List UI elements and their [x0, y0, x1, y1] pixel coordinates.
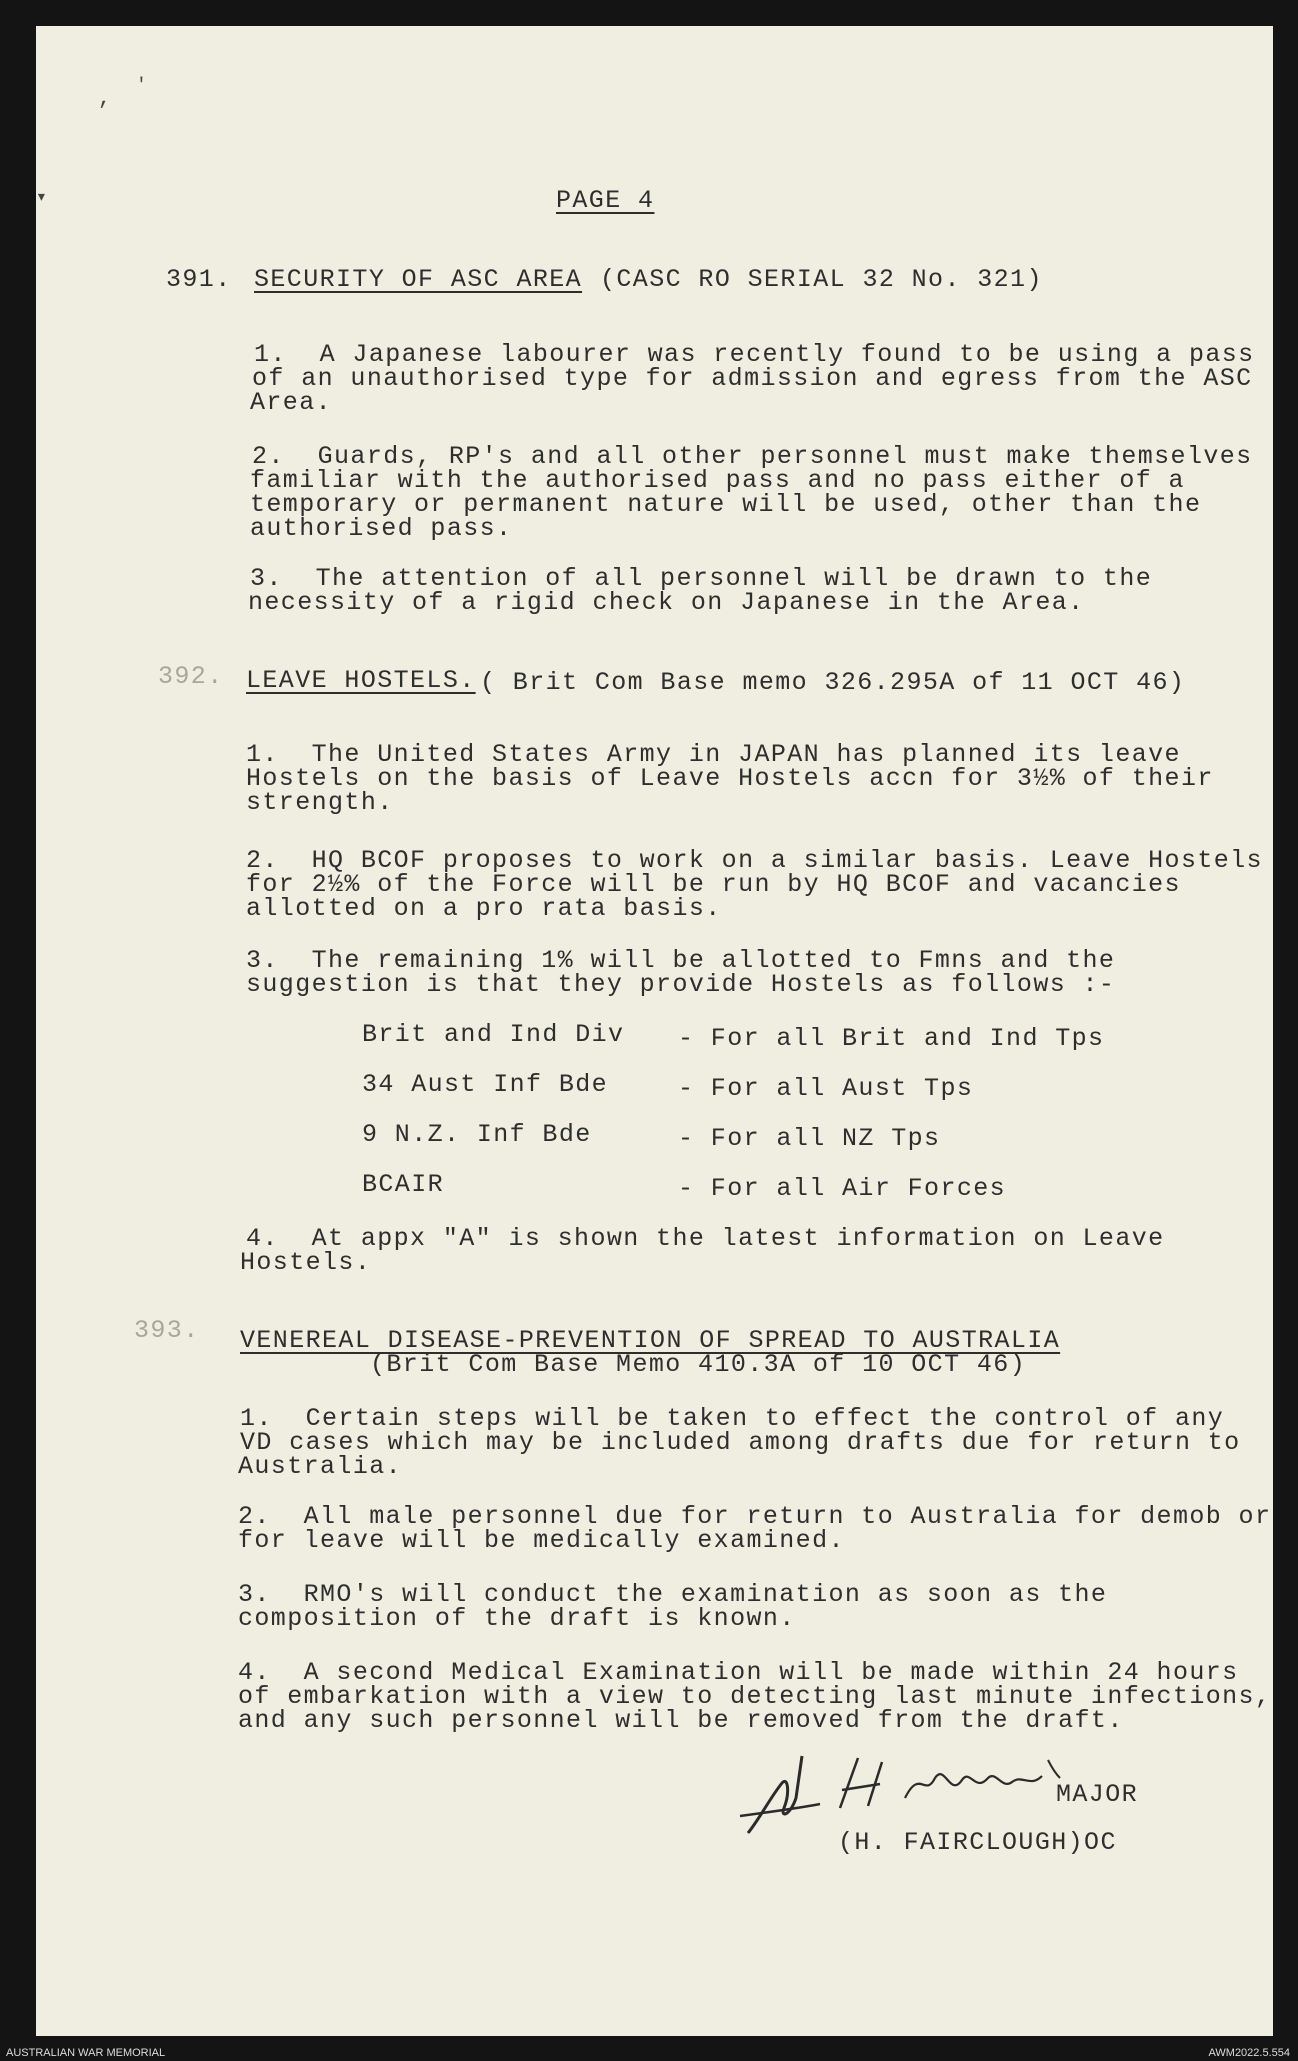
footer-accession-id: AWM2022.5.554: [1208, 2047, 1290, 2059]
scratch-mark: ': [136, 76, 147, 96]
page-number: PAGE 4: [556, 186, 655, 215]
section-391-reference: (CASC RO SERIAL 32 No. 321): [600, 265, 1043, 294]
paragraph-line: of an unauthorised type for admission and egress from the ASC: [252, 364, 1253, 393]
section-393-reference: (Brit Com Base Memo 410.3A of 10 OCT 46): [370, 1350, 1027, 1379]
section-391-number: 391.: [166, 265, 232, 294]
allocation-cell: - For all Air Forces: [678, 1174, 1007, 1203]
section-393-number: 393.: [134, 1316, 200, 1345]
paragraph-line: composition of the draft is known.: [238, 1604, 796, 1633]
paragraph-line: of embarkation with a view to detecting last minute infections,: [238, 1682, 1272, 1711]
signature-name: (H. FAIRCLOUGH)OC: [838, 1828, 1117, 1857]
paragraph-line: Area.: [250, 388, 333, 417]
paragraph-line: authorised pass.: [250, 514, 513, 543]
section-392-reference: ( Brit Com Base memo 326.295A of 11 OCT 46): [480, 668, 1186, 697]
paragraph-line: familiar with the authorised pass and no pass either of a: [250, 466, 1185, 495]
allocation-cell: - For all NZ Tps: [678, 1124, 941, 1153]
paragraph-line: for 2½% of the Force will be run by HQ BCOF and vacancies: [246, 870, 1181, 899]
signature-rank: MAJOR: [1056, 1780, 1139, 1809]
paragraph-line: and any such personnel will be removed from the draft.: [238, 1706, 1124, 1735]
section-392-title: LEAVE HOSTELS.: [246, 666, 476, 695]
section-393-title: VENEREAL DISEASE-PREVENTION OF SPREAD TO AUSTRALIA: [240, 1326, 1061, 1355]
paragraph-line: necessity of a rigid check on Japanese in the Area.: [248, 588, 1085, 617]
paragraph-line: VD cases which may be included among drafts due for return to: [240, 1428, 1241, 1457]
paragraph-line: 4. A second Medical Examination will be made within 24 hours: [238, 1658, 1239, 1687]
paragraph-line: 3. RMO's will conduct the examination as soon as the: [238, 1580, 1108, 1609]
paragraph-line: temporary or permanent nature will be used, other than the: [250, 490, 1202, 519]
paragraph-line: 1. A Japanese labourer was recently found to be using a pass: [254, 340, 1255, 369]
paragraph-line: 2. HQ BCOF proposes to work on a similar basis. Leave Hostels: [246, 846, 1263, 875]
paragraph-line: for leave will be medically examined.: [238, 1526, 845, 1555]
formation-cell: 9 N.Z. Inf Bde: [362, 1120, 592, 1149]
allocation-cell: - For all Brit and Ind Tps: [678, 1024, 1105, 1053]
paragraph-line: 2. Guards, RP's and all other personnel must make themselves: [252, 442, 1253, 471]
paragraph-line: Australia.: [238, 1452, 403, 1481]
formation-cell: BCAIR: [362, 1170, 445, 1199]
paragraph-line: 3. The remaining 1% will be allotted to Fmns and the: [246, 946, 1116, 975]
paragraph-line: Hostels on the basis of Leave Hostels accn for 3½% of their: [246, 764, 1214, 793]
scratch-mark: ,: [98, 86, 112, 111]
edge-mark: ▾: [36, 188, 47, 208]
formation-cell: 34 Aust Inf Bde: [362, 1070, 609, 1099]
paragraph-line: 4. At appx "A" is shown the latest information on Leave: [246, 1224, 1165, 1253]
paragraph-line: 1. Certain steps will be taken to effect the control of any: [240, 1404, 1225, 1433]
allocation-cell: - For all Aust Tps: [678, 1074, 974, 1103]
paragraph-line: 3. The attention of all personnel will be drawn to the: [250, 564, 1153, 593]
section-392-number: 392.: [158, 662, 224, 691]
formation-cell: Brit and Ind Div: [362, 1020, 625, 1049]
paragraph-line: 2. All male personnel due for return to Australia for demob or: [238, 1502, 1272, 1531]
section-391-title: SECURITY OF ASC AREA: [254, 265, 583, 294]
paragraph-line: suggestion is that they provide Hostels as follows :-: [246, 970, 1116, 999]
paragraph-line: strength.: [246, 788, 394, 817]
paragraph-line: Hostels.: [240, 1248, 372, 1277]
paragraph-line: 1. The United States Army in JAPAN has planned its leave: [246, 740, 1181, 769]
paragraph-line: allotted on a pro rata basis.: [246, 894, 722, 923]
footer-source: AUSTRALIAN WAR MEMORIAL: [6, 2047, 166, 2059]
